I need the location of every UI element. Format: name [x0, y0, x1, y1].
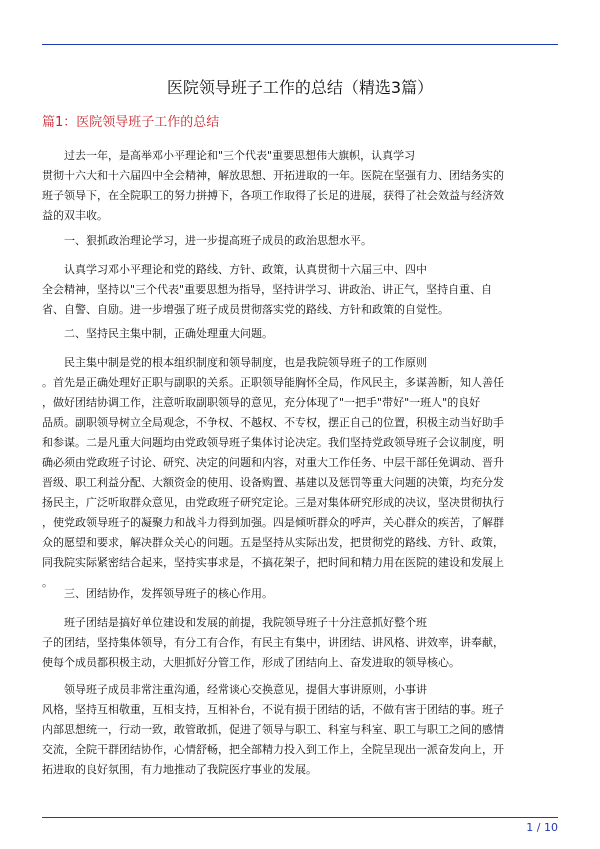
text-line: 省、自警、自励。进一步增强了班子成员贯彻落实党的路线、方针和政策的自觉性。 — [42, 303, 449, 316]
paragraph — [42, 260, 558, 320]
paragraph — [42, 353, 558, 593]
text-line: 扬民主，广泛听取群众意见，由党政班子研究定论。三是对集体研究形成的决议，坚决贯彻执行 — [42, 496, 504, 509]
paragraph — [42, 613, 558, 673]
page-number: 1 / 10 — [526, 821, 558, 834]
text-line: ，做好团结协调工作，注意听取副职领导的意见，充分体现了"一把手"带好"一班人"的良好 — [42, 396, 481, 409]
text-line: 。首先是正确处理好正职与副职的关系。正职领导能胸怀全局，作风民主，多谋善断，知人善任 — [42, 376, 504, 389]
text-line: 三、团结协作，发挥领导班子的核心作用。 — [64, 587, 273, 600]
paragraph-heading — [42, 231, 558, 251]
text-line: 班子团结是搞好单位建设和发展的前提，我院领导班子十分注意抓好整个班 — [64, 616, 427, 629]
text-line: 贯彻十六大和十六届四中全会精神，解放思想、开拓进取的一年。医院在坚强有力、团结务实的 — [42, 169, 504, 182]
text-line: 拓进取的良好氛围，有力地推动了我院医疗事业的发展。 — [42, 763, 317, 776]
text-line: 。 — [42, 576, 53, 589]
document-title: 医院领导班子工作的总结（精选3篇） — [166, 78, 434, 97]
section-heading: 篇1：医院领导班子工作的总结 — [42, 115, 220, 130]
paragraph-heading — [42, 324, 558, 344]
text-line: 益的双丰收。 — [42, 209, 108, 222]
text-line: 二、坚持民主集中制，正确处理重大问题。 — [64, 327, 273, 340]
header-rule — [42, 44, 558, 45]
text-line: 全会精神，坚持以"三个代表"重要思想为指导，坚持讲学习、讲政治、讲正气，坚持自重、自 — [42, 283, 493, 296]
text-line: 晋级、职工利益分配、大额资金的使用、设备购置、基建以及惩罚等重大问题的决策，均充分发 — [42, 476, 504, 489]
text-line: 班子领导下，在全院职工的努力拼搏下，各项工作取得了长足的进展，获得了社会效益与经济效 — [42, 189, 504, 202]
text-line: 风格，坚持互相敬重，互相支持，互相补台，不说有损于团结的话，不做有害于团结的事。班子 — [42, 703, 504, 716]
text-line: 众的愿望和要求，解决群众关心的问题。五是坚持从实际出发，把贯彻党的路线、方针、政策， — [42, 536, 504, 549]
text-line: 一、狠抓政治理论学习，进一步提高班子成员的政治思想水平。 — [64, 234, 372, 247]
text-line: 和参谋。二是凡重大问题均由党政领导班子集体讨论决定。我们坚持党政领导班子会议制度，明 — [42, 436, 504, 449]
text-line: 民主集中制是党的根本组织制度和领导制度，也是我院领导班子的工作原则 — [64, 356, 427, 369]
paragraph-heading — [42, 584, 558, 604]
text-line: 同我院实际紧密结合起来，坚持实事求是，不搞花架子，把时间和精力用在医院的建设和发展上 — [42, 556, 504, 569]
text-line: 确必须由党政班子讨论、研究、决定的问题和内容，对重大工作任务、中层干部任免调动、晋升 — [42, 456, 504, 469]
text-line: 过去一年，是高举邓小平理论和"三个代表"重要思想伟大旗帜，认真学习 — [64, 149, 416, 162]
text-line: 领导班子成员非常注重沟通，经常谈心交换意见，提倡大事讲原则，小事讲 — [64, 683, 427, 696]
footer-rule — [42, 817, 558, 818]
text-line: 使每个成员都积极主动，大胆抓好分管工作，形成了团结向上、奋发进取的领导核心。 — [42, 656, 460, 669]
text-line: 子的团结，坚持集体领导，有分工有合作，有民主有集中，讲团结、讲风格、讲效率，讲奉献， — [42, 636, 504, 649]
text-line: 内部思想统一，行动一致，敢管敢抓，促进了领导与职工、科室与科室、职工与职工之间的感情 — [42, 723, 504, 736]
text-line: ，使党政领导班子的凝聚力和战斗力得到加强。四是倾听群众的呼声，关心群众的疾苦，了解群 — [42, 516, 504, 529]
text-line: 品质。副职领导树立全局观念，不争权、不越权、不专权，摆正自己的位置，积极主动当好助手 — [42, 416, 504, 429]
paragraph — [42, 680, 558, 780]
text-line: 认真学习邓小平理论和党的路线、方针、政策，认真贯彻十六届三中、四中 — [64, 263, 427, 276]
paragraph — [42, 146, 558, 226]
text-line: 交流，全院干群团结协作，心情舒畅，把全部精力投入到工作上，全院呈现出一派奋发向上，开 — [42, 743, 504, 756]
